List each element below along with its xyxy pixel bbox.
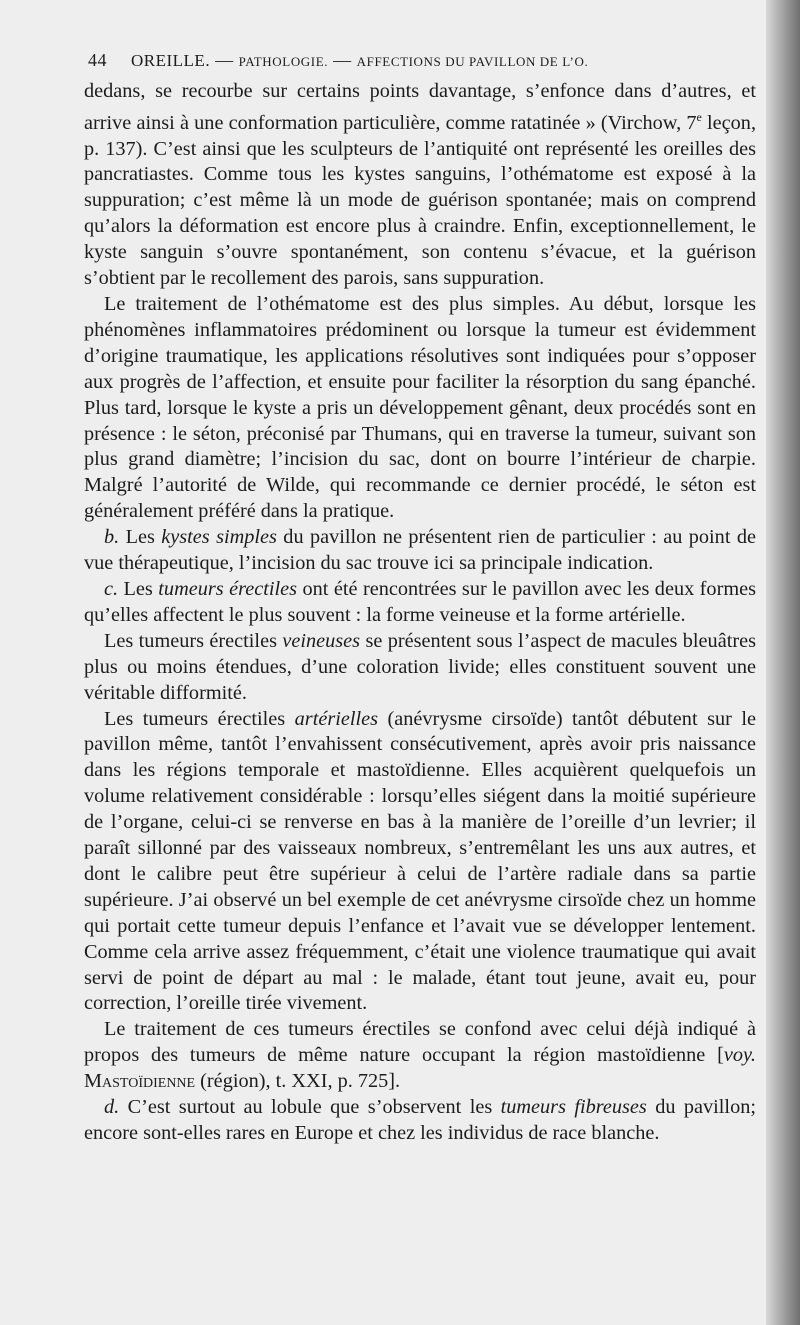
running-header	[88, 50, 688, 76]
paragraph-fibrous-tumors: d. C’est surtout au lobule que s’observent les tumeurs fibreuses du pavillon; encore sont-elles rares en Europe et chez les individus de race blanche.	[84, 1096, 756, 1145]
emphasis-term: artérielles	[294, 707, 379, 730]
page-edge-shadow	[766, 0, 800, 1325]
item-letter: d.	[104, 1096, 120, 1119]
item-letter: c.	[104, 577, 119, 600]
item-letter: b.	[104, 526, 120, 549]
running-subsection: AFFECTIONS DU PAVILLON DE L’O.	[356, 54, 589, 69]
header-separator: —	[328, 50, 357, 70]
paragraph-treatment-othematome: Le traitement de l’othématome est des plus simples. Au début, lorsque les phénomènes inflammatoires prédominent ou lorsque la tumeur est évidemment d’origine traumatique, les applications résolutives sont indiquées pour s’opposer aux progrès de l’affection, et ensuite pour faciliter la résorption du sang épanché. Plus tard, lorsque le kyste a pris un développement gênant, deux procédés sont en présence : le séton, préconisé par Thumans, qui en traverse la tumeur, suivant son plus grand diamètre; l’incision du sac, dont on bourre l’intérieur de charpie. Malgré l’autorité de Wilde, qui recommande ce dernier procédé, le séton est généralement préféré dans la pratique.	[84, 293, 756, 523]
page-number: 44	[88, 50, 107, 70]
body-text	[84, 79, 756, 1147]
running-title: OREILLE.	[131, 51, 211, 70]
running-section: PATHOLOGIE.	[238, 54, 329, 69]
paragraph-venous-tumors: Les tumeurs érectiles veineuses se présentent sous l’aspect de macules bleuâtres plus ou moins étendues, d’une coloration livide; elles constituent souvent une véritable difformité.	[84, 629, 756, 704]
emphasis-term: veineuses	[282, 629, 361, 652]
paragraph-arterial-tumors: Les tumeurs érectiles artérielles (anévrysme cirsoïde) tantôt débutent sur le pavillon même, tantôt l’envahissent consécutivement, après avoir pris naissance dans les régions temporale et mastoïdienne. Elles acquièrent quelquefois un volume relativement considérable : lorsqu’elles siégent dans la moitié supérieure de l’organe, celui-ci se renverse en bas à la manière de l’oreille d’un levrier; il paraît sillonné par des vaisseaux nombreux, s’entremêlant les uns aux autres, et dont le calibre peut être supérieur à celui de l’artère radiale dans sa partie supérieure. J’ai observé un bel exemple de cet anévrysme cirsoïde chez un homme qui portait cette tumeur depuis l’enfance et l’avait vue se développer lentement. Comme cela arrive assez fréquemment, c’était une violence traumatique qui avait servi de point de départ au mal : le malade, étant tout jeune, avait eu, pour correction, l’oreille tirée vivement.	[84, 707, 756, 1015]
emphasis-term: tumeurs fibreuses	[500, 1096, 647, 1119]
paragraph-simple-cysts: b. Les kystes simples du pavillon ne présentent rien de particulier : au point de vue thérapeutique, l’incision du sac trouve ici sa principale indication.	[84, 526, 756, 575]
paragraph-erectile-tumors: c. Les tumeurs érectiles ont été rencontrées sur le pavillon avec les deux formes qu’elles affectent le plus souvent : la forme veineuse et la forme artérielle.	[84, 577, 756, 626]
header-separator: —	[210, 50, 239, 70]
emphasis-term: tumeurs érectiles	[158, 577, 298, 600]
cross-reference-title: Mastoïdienne	[84, 1070, 196, 1093]
paragraph-treatment-erectile: Le traitement de ces tumeurs érectiles se confond avec celui déjà indiqué à propos des tumeurs de même nature occupant la région mastoïdienne [voy. Mastoïdienne (région), t. XXI, p. 725].	[84, 1018, 756, 1093]
paragraph-othematome-continued: dedans, se recourbe sur certains points davantage, s’enfonce dans d’autres, et arrive ainsi à une conformation particulière, comme ratatinée » (Virchow, 7e leçon, p. 137). C’est ainsi que les sculpteurs de l’antiquité ont représenté les oreilles des pancratiastes. Comme tous les kystes sanguins, l’othématome est exposé à la suppuration; c’est même là un mode de guérison spontanée; mais on comprend qu’alors la déformation est encore plus à craindre. Enfin, exceptionnellement, le kyste sanguin s’ouvre spontanément, son contenu s’évacue, et la guérison s’obtient par le recollement des parois, sans suppuration.	[84, 80, 757, 290]
cross-reference-voy: voy.	[723, 1044, 756, 1067]
emphasis-term: kystes simples	[161, 526, 277, 549]
ordinal-superscript: e	[696, 109, 702, 124]
